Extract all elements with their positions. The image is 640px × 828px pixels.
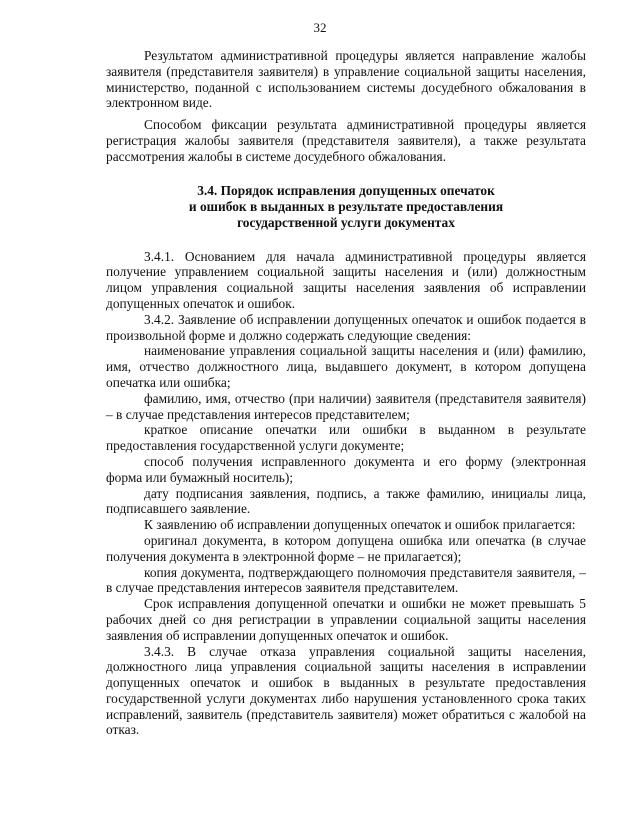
list-item: копия документа, подтверждающего полномочия представителя заявителя, – в случае представления интересов заявителя представителем.: [106, 564, 586, 596]
heading-line: 3.4. Порядок исправления допущенных опечаток: [197, 182, 495, 198]
heading-line: государственной услуги документах: [237, 214, 455, 230]
list-item: дату подписания заявления, подпись, а также фамилию, инициалы лица, подписавшего заявление.: [106, 485, 586, 517]
paragraph: 3.4.1. Основанием для начала административной процедуры является получение управлением социальной защиты населения и (или) должностным лицом управления социальной защиты населения заявления об исправлении допущенных опечаток и ошибок.: [106, 248, 586, 311]
heading-line: и ошибок в выданных в результате предоставления: [188, 198, 504, 214]
section-heading: [106, 183, 586, 231]
paragraph: Результатом административной процедуры является направление жалобы заявителя (представителя заявителя) в управление социальной защиты населения, министерство, поданной с использованием системы досудебного обжалования в электронном виде.: [106, 48, 586, 111]
document-body: [106, 48, 586, 738]
list-item: наименование управления социальной защиты населения и (или) фамилию, имя, отчество должностного лица, выдавшего документ, в котором допущена опечатка или ошибка;: [106, 343, 586, 390]
paragraph: К заявлению об исправлении допущенных опечаток и ошибок прилагается:: [144, 517, 576, 533]
list-item: фамилию, имя, отчество (при наличии) заявителя (представителя заявителя) – в случае представления интересов представителем;: [106, 390, 586, 422]
paragraph: Срок исправления допущенной опечатки и ошибки не может превышать 5 рабочих дней со дня регистрации в управлении социальной защиты населения заявления об исправлении допущенных опечаток и ошибок.: [106, 596, 586, 643]
paragraph: 3.4.2. Заявление об исправлении допущенных опечаток и ошибок подается в произвольной форме и должно содержать следующие сведения:: [106, 311, 586, 343]
paragraph: 3.4.3. В случае отказа управления социальной защиты населения, должностного лица управления социальной защиты населения в исправлении допущенных опечаток и ошибок в выданных в результате предоставления государственной услуги документах либо нарушения установленного срока таких исправлений, заявитель (представитель заявителя) может обратиться с жалобой на отказ.: [106, 643, 586, 738]
list-item: краткое описание опечатки или ошибки в выданном в результате предоставления государственной услуги документе;: [106, 422, 586, 454]
paragraph: Способом фиксации результата административной процедуры является регистрация жалобы заявителя (представителя заявителя), а также результата рассмотрения жалобы в системе досудебного обжалования.: [106, 117, 586, 164]
page-number: 32: [313, 20, 327, 35]
list-item: способ получения исправленного документа и его форму (электронная форма или бумажный носитель);: [106, 453, 586, 485]
list-item: оригинал документа, в котором допущена ошибка или опечатка (в случае получения документа в электронной форме – не прилагается);: [106, 532, 586, 564]
